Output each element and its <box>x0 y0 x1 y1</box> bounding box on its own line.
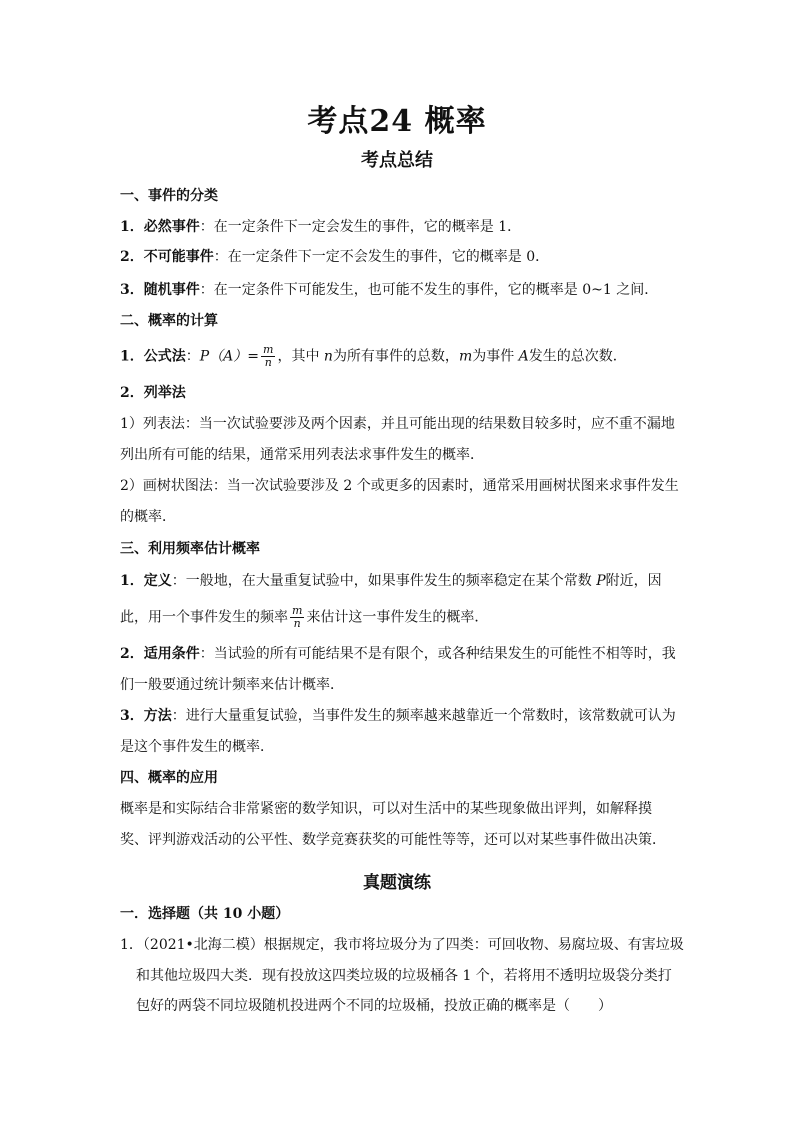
item-conditions-line2: 们一般要通过统计频率来估计概率． <box>120 677 344 693</box>
item-label: 1．公式法 <box>120 348 186 365</box>
text: 为所有事件的总数， <box>332 348 459 365</box>
paragraph-tree-method-line2: 的概率． <box>120 509 176 525</box>
item-label: 3．随机事件 <box>120 282 200 298</box>
var-m: m <box>458 348 473 365</box>
page-title: 考点24 概率 <box>307 104 487 139</box>
item-text: ：在一定条件下一定不会发生的事件，它的概率是 0． <box>213 249 550 265</box>
item-method-line1 <box>120 706 676 726</box>
section-title-summary: 考点总结 <box>361 150 433 171</box>
item-random-event <box>120 280 658 300</box>
question-1-line1: 1．（2021•北海二模）根据规定，我市将垃圾分为了四类：可回收物、易腐垃圾、有害垃圾 <box>120 937 684 953</box>
item-conditions-line1 <box>120 644 676 664</box>
application-line1: 概率是和实际结合非常紧密的数学知识，可以对生活中的某些现象做出评判，如解释摸 <box>120 801 652 817</box>
item-label: 1．必然事件 <box>120 219 200 235</box>
question-1-line2: 和其他垃圾四大类．现有投放这四类垃圾的垃圾桶各 1 个，若将用不透明垃圾袋分类打 <box>136 968 672 984</box>
item-text: ：在一定条件下一定会发生的事件，它的概率是 1． <box>199 219 522 235</box>
section-heading-4: 四、概率的应用 <box>120 770 218 786</box>
fraction-m-over-n <box>261 344 275 369</box>
formula-pa: P（A）= <box>199 348 260 365</box>
section-heading-1: 一、事件的分类 <box>120 188 218 204</box>
text: ：一般地，在大量重复试验中，如果事件发生的频率稳定在某个常数 <box>171 573 597 589</box>
text: ：进行大量重复试验，当事件发生的频率越来越靠近一个常数时，该常数就可认为 <box>171 708 676 724</box>
text: 来估计这一事件发生的概率． <box>306 609 489 626</box>
text: ：当试验的所有可能结果不是有限个，或各种结果发生的可能性不相等时，我 <box>199 646 676 662</box>
var-n: n <box>323 348 333 365</box>
item-definition-line1 <box>120 571 662 591</box>
item-definition-line2 <box>120 605 488 630</box>
text: 附近，因 <box>605 573 662 589</box>
text: 发生的总次数． <box>528 348 627 365</box>
colon: ： <box>185 348 200 365</box>
item-certain-event <box>120 217 521 237</box>
text: 为事件 <box>472 348 519 365</box>
paragraph-table-method-line1: 1）列表法：当一次试验要涉及两个因素，并且可能出现的结果数目较多时，应不重不漏地 <box>120 416 675 432</box>
question-1-line3: 包好的两袋不同垃圾随机投进两个不同的垃圾桶，投放正确的概率是（ ） <box>136 998 612 1014</box>
item-impossible-event <box>120 247 549 267</box>
item-formula-method <box>120 344 627 369</box>
text: 此，用一个事件发生的频率 <box>120 609 288 626</box>
item-enumeration-method: 2．列举法 <box>120 385 186 401</box>
section-heading-2: 二、概率的计算 <box>120 313 218 329</box>
fraction-m-over-n <box>290 605 304 630</box>
item-label: 2．不可能事件 <box>120 249 214 265</box>
var-p: P <box>596 573 606 589</box>
item-text: ：在一定条件下可能发生，也可能不发生的事件，它的概率是 0~1 之间． <box>199 282 659 298</box>
item-label: 1．定义 <box>120 573 172 589</box>
section-title-practice: 真题演练 <box>363 873 431 893</box>
paragraph-table-method-line2: 列出所有可能的结果，通常采用列表法求事件发生的概率． <box>120 447 484 463</box>
fraction-numerator: m <box>292 604 303 617</box>
item-label: 2．适用条件 <box>120 646 200 662</box>
text: ，其中 <box>277 348 324 365</box>
item-label: 3．方法 <box>120 708 172 724</box>
paragraph-tree-method-line1: 2）画树状图法：当一次试验要涉及 2 个或更多的因素时，通常采用画树状图来求事件发生 <box>120 478 679 494</box>
fraction-numerator: m <box>263 343 274 356</box>
fraction-denominator: n <box>293 617 301 630</box>
section-heading-3: 三、利用频率估计概率 <box>120 541 260 557</box>
item-method-line2: 是这个事件发生的概率． <box>120 739 274 755</box>
fraction-denominator: n <box>264 356 272 369</box>
application-line2: 奖、评判游戏活动的公平性、数学竞赛获奖的可能性等等，还可以对某些事件做出决策． <box>120 832 666 848</box>
question-group-heading: 一．选择题（共 10 小题） <box>120 906 290 922</box>
var-a: A <box>518 348 529 365</box>
